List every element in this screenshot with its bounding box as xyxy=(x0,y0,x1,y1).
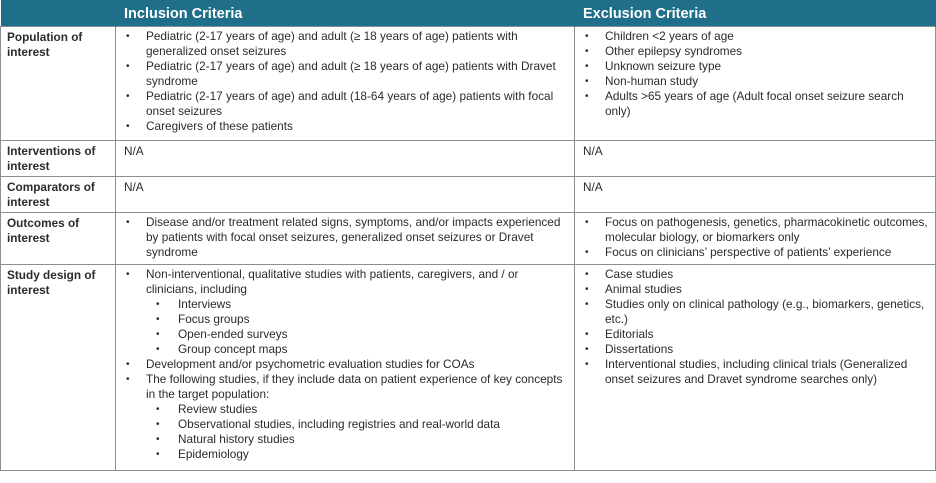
header-row xyxy=(1,0,936,27)
list-item: • Disease and/or treatment related signs, symptoms, and/or impacts experienced by patients with focal onset seizures, generalized onset seizures or Dravet syndrome xyxy=(124,215,568,260)
row-label: Outcomes of interest xyxy=(1,213,116,265)
header-inclusion: Inclusion Criteria xyxy=(116,0,575,27)
list-item: • Development and/or psychometric evaluation studies for COAs xyxy=(124,357,568,372)
na-text: N/A xyxy=(124,180,144,194)
sub-list-item: • Open-ended surveys xyxy=(154,327,568,342)
sub-list-item: • Epidemiology xyxy=(154,447,568,462)
sub-list-item: • Focus groups xyxy=(154,312,568,327)
list-item: • Non-human study xyxy=(583,74,929,89)
exclusion-cell xyxy=(575,177,936,213)
exclusion-cell xyxy=(575,27,936,141)
header-exclusion: Exclusion Criteria xyxy=(575,0,936,27)
list-item: • Pediatric (2-17 years of age) and adult (≥ 18 years of age) patients with Dravet syndrome xyxy=(124,59,568,89)
sub-list-item: • Review studies xyxy=(154,402,568,417)
exclusion-cell xyxy=(575,265,936,471)
sub-list xyxy=(154,402,568,462)
row-label: Population of interest xyxy=(1,27,116,141)
table-row xyxy=(1,177,936,213)
list-item: • Pediatric (2-17 years of age) and adult (18-64 years of age) patients with focal onset seizures xyxy=(124,89,568,119)
list-item: • Animal studies xyxy=(583,282,929,297)
row-label: Comparators of interest xyxy=(1,177,116,213)
inclusion-cell xyxy=(116,265,575,471)
inclusion-cell xyxy=(116,177,575,213)
list-item: • The following studies, if they include data on patient experience of key concepts in the target population: xyxy=(124,372,568,402)
exclusion-cell xyxy=(575,141,936,177)
na-text: N/A xyxy=(124,144,144,158)
list-item: • Pediatric (2-17 years of age) and adult (≥ 18 years of age) patients with generalized onset seizures xyxy=(124,29,568,59)
row-label: Study design of interest xyxy=(1,265,116,471)
list-item: • Dissertations xyxy=(583,342,929,357)
sub-list-item: • Group concept maps xyxy=(154,342,568,357)
na-text: N/A xyxy=(583,180,603,194)
list-item: • Editorials xyxy=(583,327,929,342)
list-item: • Other epilepsy syndromes xyxy=(583,44,929,59)
table-row xyxy=(1,213,936,265)
table-row xyxy=(1,27,936,141)
list-item xyxy=(124,267,568,297)
list-item: • Children <2 years of age xyxy=(583,29,929,44)
sub-list-item: • Natural history studies xyxy=(154,432,568,447)
sub-list xyxy=(154,297,568,357)
list-item: • Caregivers of these patients xyxy=(124,119,568,134)
list-item-text: Non-interventional, qualitative studies with patients, caregivers, and / or clinicians, including xyxy=(146,267,519,296)
list-item: • Unknown seizure type xyxy=(583,59,929,74)
sub-list-item: • Interviews xyxy=(154,297,568,312)
list-item: • Focus on pathogenesis, genetics, pharmacokinetic outcomes, molecular biology, or biomarkers only xyxy=(583,215,929,245)
list-item: • Adults >65 years of age (Adult focal onset seizure search only) xyxy=(583,89,929,119)
inclusion-cell xyxy=(116,141,575,177)
na-text: N/A xyxy=(583,144,603,158)
list-item: • Case studies xyxy=(583,267,929,282)
list-item: • Interventional studies, including clinical trials (Generalized onset seizures and Dravet syndrome searches only) xyxy=(583,357,929,387)
row-label: Interventions of interest xyxy=(1,141,116,177)
inclusion-cell xyxy=(116,27,575,141)
list-item: • Focus on clinicians’ perspective of patients’ experience xyxy=(583,245,929,260)
table-row xyxy=(1,265,936,471)
header-blank xyxy=(1,0,116,27)
exclusion-cell xyxy=(575,213,936,265)
inclusion-cell xyxy=(116,213,575,265)
list-item: • Studies only on clinical pathology (e.g., biomarkers, genetics, etc.) xyxy=(583,297,929,327)
table-row xyxy=(1,141,936,177)
sub-list-item: • Observational studies, including registries and real-world data xyxy=(154,417,568,432)
